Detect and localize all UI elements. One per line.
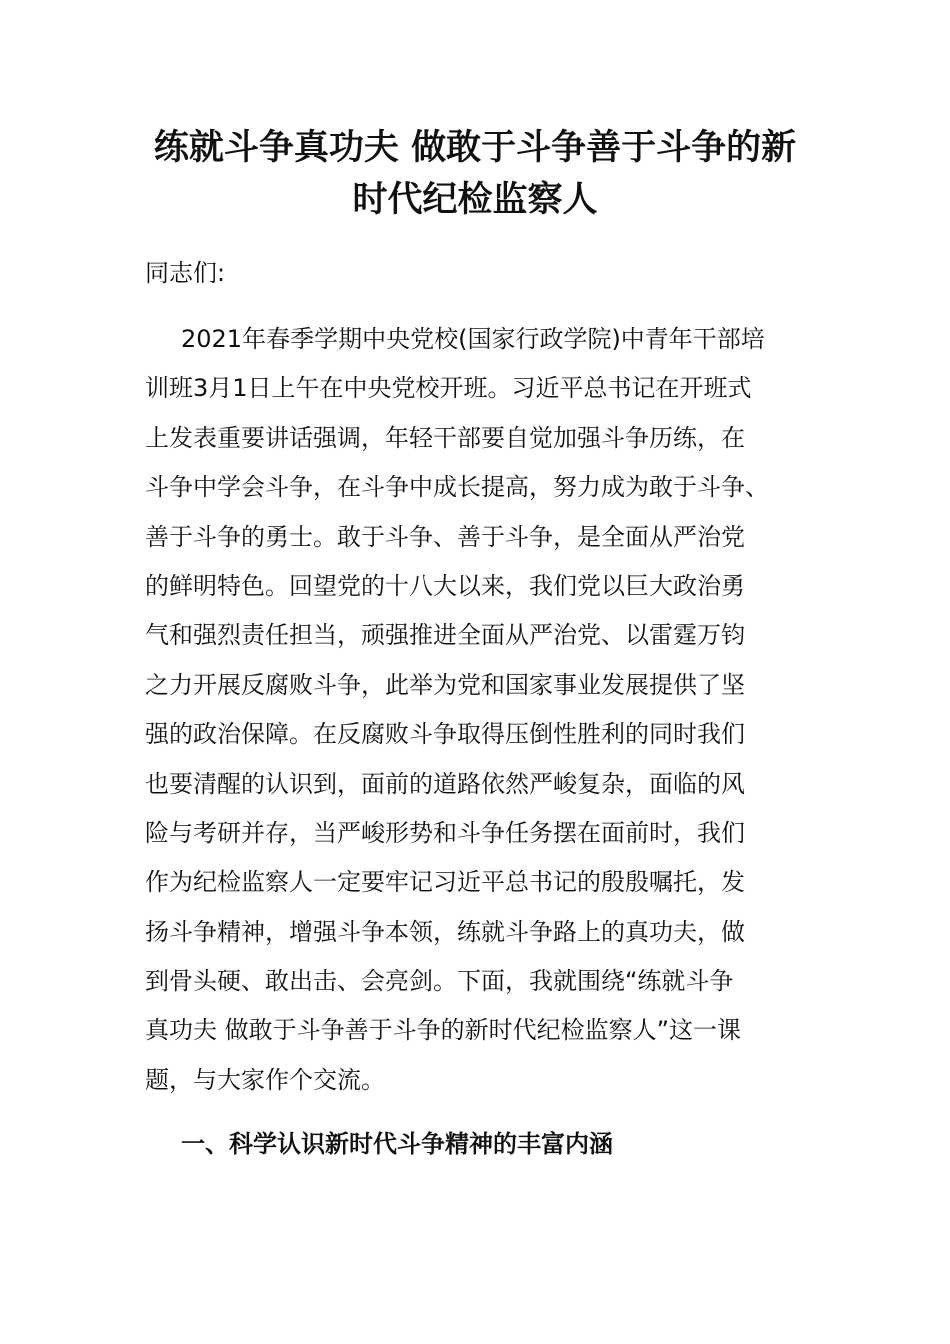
paragraph-line: 气和强烈责任担当，顽强推进全面从严治党、以雷霆万钧 (145, 621, 745, 650)
paragraph-line: 上发表重要讲话强调，年轻干部要自觉加强斗争历练，在 (145, 423, 745, 452)
salutation: 同志们: (145, 259, 226, 287)
paragraph-line: 真功夫 做敢于斗争善于斗争的新时代纪检监察人”这一课 (145, 1016, 742, 1045)
paragraph-line: 之力开展反腐败斗争，此举为党和国家事业发展提供了坚 (145, 670, 745, 699)
paragraph-line: 善于斗争的勇士。敢于斗争、善于斗争，是全面从严治党 (145, 522, 745, 551)
document-title (145, 122, 805, 226)
section-heading: 一、科学认识新时代斗争精神的丰富内涵 (181, 1130, 613, 1158)
paragraph-line: 也要清醒的认识到，面前的道路依然严峻复杂，面临的风 (145, 769, 745, 798)
paragraph-line: 题，与大家作个交流。 (145, 1065, 385, 1094)
paragraph-line: 扬斗争精神，增强斗争本领，练就斗争路上的真功夫，做 (145, 917, 745, 946)
paragraph-line: 斗争中学会斗争，在斗争中成长提高，努力成为敢于斗争、 (145, 473, 769, 502)
body-paragraph (145, 315, 805, 1105)
paragraph-line: 作为纪检监察人一定要牢记习近平总书记的殷殷嘱托，发 (145, 868, 745, 897)
paragraph-line: 强的政治保障。在反腐败斗争取得压倒性胜利的同时我们 (145, 720, 745, 749)
document-title-line-1: 练就斗争真功夫 做敢于斗争善于斗争的新 (153, 127, 797, 168)
paragraph-line: 险与考研并存，当严峻形势和斗争任务摆在面前时，我们 (145, 818, 745, 847)
document-title-line-2: 时代纪检监察人 (352, 179, 598, 220)
paragraph-line: 训班3月1日上午在中央党校开班。习近平总书记在开班式 (145, 374, 752, 403)
paragraph-line: 到骨头硬、敢出击、会亮剑。下面，我就围绕“练就斗争 (145, 967, 734, 996)
paragraph-line: 的鲜明特色。回望党的十八大以来，我们党以巨大政治勇 (145, 571, 745, 600)
paragraph-line: 2021年春季学期中央党校(国家行政学院)中青年干部培 (181, 325, 765, 353)
